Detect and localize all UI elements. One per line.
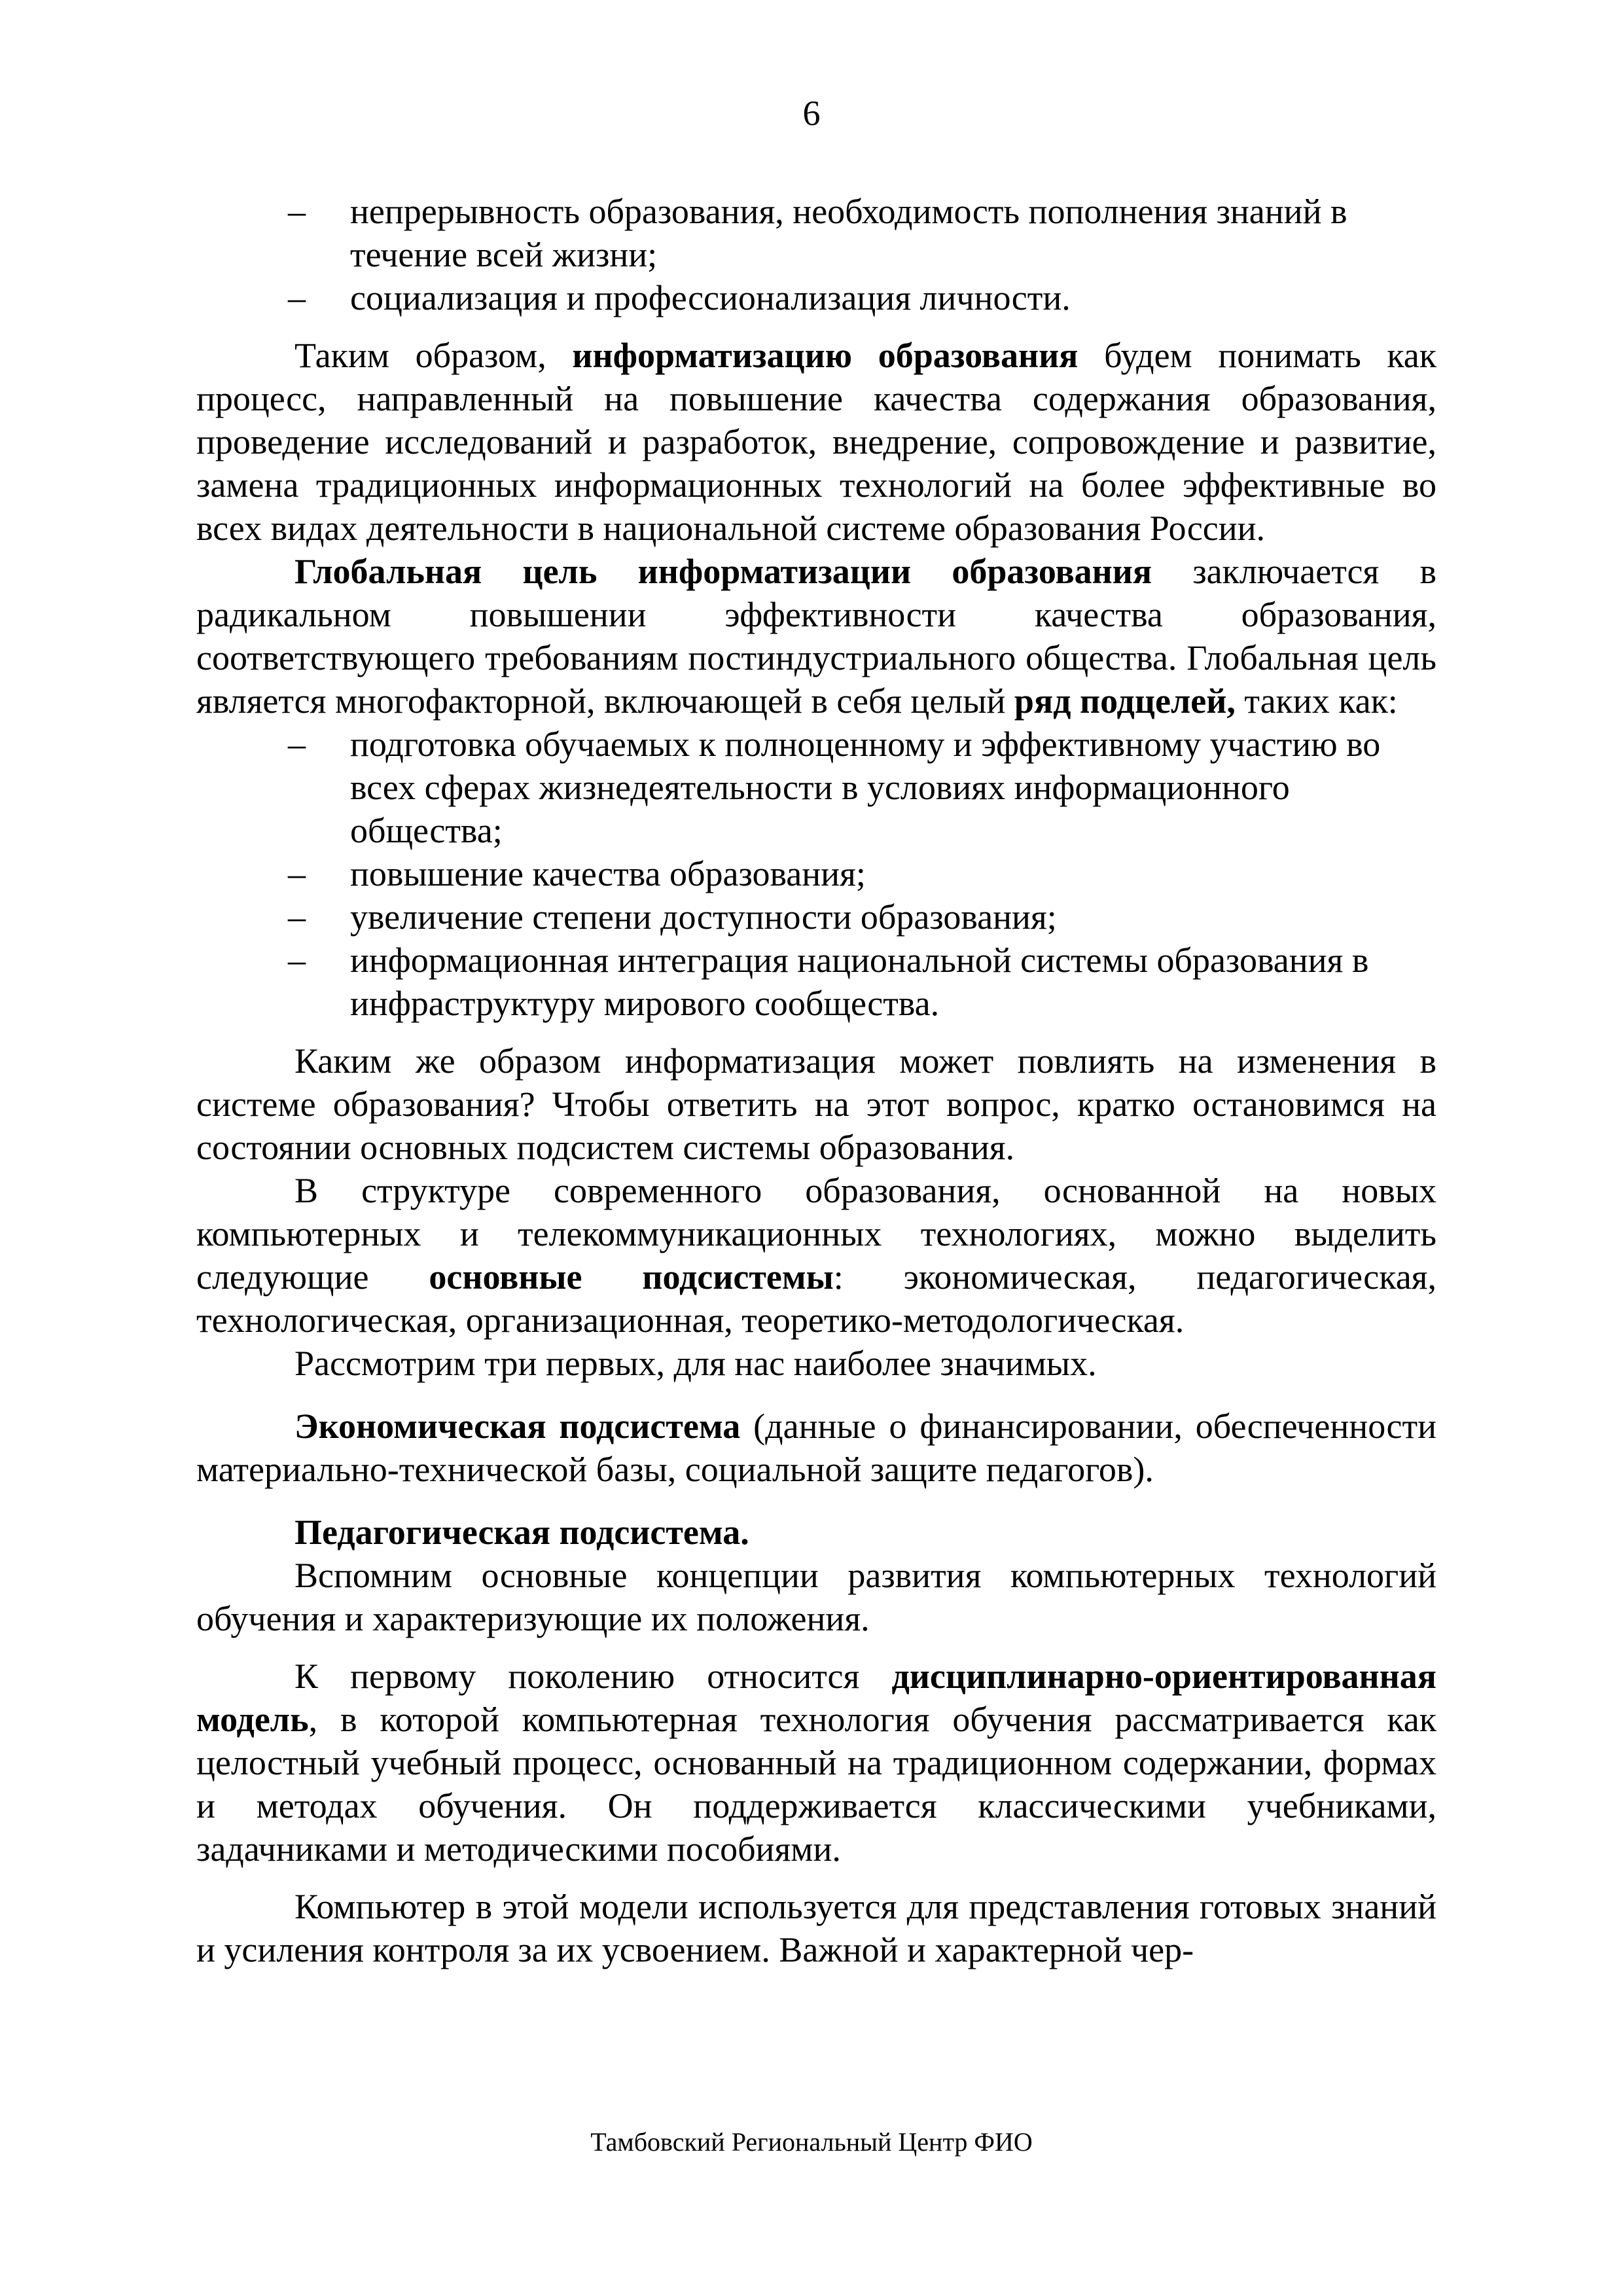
term-subgoals: ряд подцелей, — [1014, 681, 1236, 721]
page-content — [196, 190, 1436, 1971]
list-item: – увеличение степени доступности образования; — [196, 895, 1436, 939]
term-economic-subsystem: Экономическая подсистема — [294, 1407, 741, 1446]
list-item: – подготовка обучаемых к полноценному и эффективному участию во всех сферах жизнедеятельности в условиях информационного общества; — [196, 723, 1436, 852]
paragraph-economic-subsystem: Экономическая подсистема (данные о финансировании, обеспеченности материально-технической базы, социальной защите педагогов). — [196, 1407, 1437, 1489]
page-footer: Тамбовский Региональный Центр ФИО — [590, 2127, 1033, 2157]
list-item: – информационная интеграция национальной системы образования в инфраструктуру мирового сообщества. — [196, 939, 1436, 1025]
paragraph-informatization-definition: Таким образом, информатизацию образования будем понимать как процесс, направленный на повышение качества содержания образования, проведение исследований и разработок, внедрение, сопровождение и развитие, замена традиционных информационных технологий на более эффективные во всех видах деятельности в национальной системе образования России. — [196, 336, 1437, 548]
dash-bullet: – — [288, 897, 306, 937]
paragraph-consider: Рассмотрим три первых, для нас наиболее значимых. — [294, 1344, 1097, 1383]
term-discipline-model: дисциплинарно-ориентированная модель — [196, 1657, 1436, 1739]
dash-list-2 — [196, 723, 1436, 1025]
dash-bullet: – — [288, 278, 306, 317]
paragraph-global-goal: Глобальная цель информатизации образования заключается в радикальном повышении эффективности качества образования, соответствующего требованиям постиндустриального общества. Глобальная цель является многофакторной, включающей в себя целый ряд подцелей, таких как: — [196, 552, 1436, 721]
list-item: – непрерывность образования, необходимость пополнения знаний в течение всей жизни; — [196, 190, 1436, 276]
dash-bullet: – — [288, 192, 306, 231]
dash-list-1 — [196, 190, 1436, 319]
paragraph-subsystems: В структуре современного образования, основанной на новых компьютерных и телекоммуникационных технологиях, можно выделить следующие основные подсистемы: экономическая, педагогическая, технологическая, организационная, теоретико-методологическая. — [196, 1171, 1437, 1340]
paragraph-first-generation: К первому поколению относится дисциплинарно-ориентированная модель, в которой компьютерная технология обучения рассматривается как целостный учебный процесс, основанный на традиционном содержании, формах и методах обучения. Он поддерживается классическими учебниками, задачниками и методическими пособиями. — [196, 1657, 1436, 1869]
paragraph-question: Каким же образом информатизация может повлиять на изменения в системе образования? Чтобы ответить на этот вопрос, кратко остановимся на состоянии основных подсистем системы образования. — [196, 1041, 1436, 1167]
list-item: – социализация и профессионализация личности. — [196, 276, 1436, 319]
term-main-subsystems: основные подсистемы — [429, 1257, 834, 1297]
heading-pedagogical-subsystem: Педагогическая подсистема. — [294, 1513, 749, 1552]
dash-bullet: – — [288, 941, 306, 980]
term-informatization: информатизацию образования — [572, 336, 1079, 375]
paragraph-concepts: Вспомним основные концепции развития компьютерных технологий обучения и характеризующие их положения. — [196, 1556, 1436, 1638]
term-global-goal: Глобальная цель информатизации образования — [294, 552, 1152, 591]
dash-bullet: – — [288, 725, 306, 764]
list-item: – повышение качества образования; — [196, 852, 1436, 895]
dash-bullet: – — [288, 854, 306, 893]
paragraph-computer-role: Компьютер в этой модели используется для представления готовых знаний и усиления контроля за их усвоением. Важной и характерной чер- — [196, 1887, 1436, 1969]
page-number: 6 — [802, 94, 821, 133]
